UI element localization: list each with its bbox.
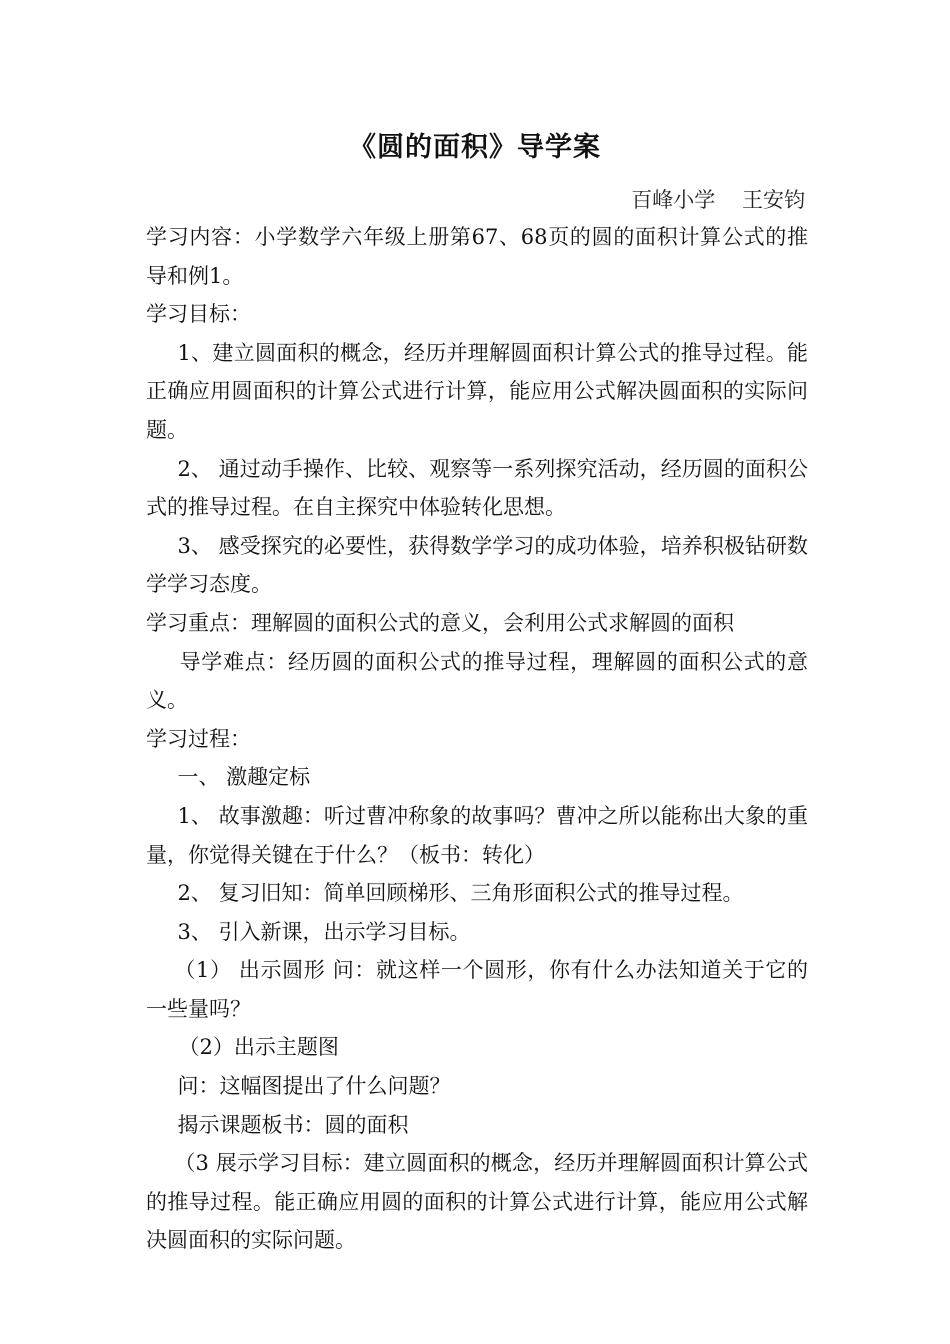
paragraph-goal-2: 2、 通过动手操作、比较、观察等一系列探究活动，经历圆的面积公式的推导过程。在自主探究中体验转化思想。	[146, 456, 808, 520]
paragraph-section-1: 一、 激趣定标	[177, 765, 311, 790]
paragraph-reveal-topic: 揭示课题板书：圆的面积	[177, 1112, 409, 1137]
paragraph-substep-1: （1） 出示圆形 问：就这样一个圆形，你有什么办法知道关于它的一些量吗？	[146, 958, 808, 1021]
paragraph-difficulty: 导学难点：经历圆的面积公式的推导过程，理解圆的面积公式的意义。	[146, 649, 808, 713]
paragraph-goals-heading: 学习目标：	[146, 302, 251, 327]
paragraph-process-heading: 学习过程：	[146, 726, 251, 751]
paragraph-question: 问：这幅图提出了什么问题？	[177, 1074, 451, 1099]
paragraph-step-1: 1、 故事激趣：听过曹冲称象的故事吗？曹冲之所以能称出大象的重量，你觉得关键在于什么？（板书：转化）	[146, 803, 808, 867]
document-body	[146, 218, 808, 1260]
paragraph-goal-1: 1、建立圆面积的概念，经历并理解圆面积计算公式的推导过程。能正确应用圆面积的计算公式进行计算，能应用公式解决圆面积的实际问题。	[146, 340, 808, 442]
paragraph-content: 学习内容：小学数学六年级上册第67、68页的圆的面积计算公式的推导和例1。	[146, 225, 808, 288]
author-line: 百峰小学 王安钧	[631, 188, 805, 212]
document-title: 《圆的面积》导学案	[349, 132, 601, 163]
paragraph-substep-2: （2）出示主题图	[178, 1035, 339, 1060]
paragraph-step-2: 2、 复习旧知：简单回顾梯形、三角形面积公式的推导过程。	[177, 881, 744, 906]
paragraph-goal-3: 3、 感受探究的必要性，获得数学学习的成功体验，培养积极钻研数学学习态度。	[146, 533, 808, 597]
paragraph-key-point: 学习重点：理解圆的面积公式的意义，会利用公式求解圆的面积	[146, 610, 734, 635]
paragraph-substep-3: （3 展示学习目标：建立圆面积的概念，经历并理解圆面积计算公式的推导过程。能正确应用圆的面积的计算公式进行计算，能应用公式解决圆面积的实际问题。	[146, 1151, 808, 1253]
paragraph-step-3: 3、 引入新课，出示学习目标。	[177, 919, 471, 944]
